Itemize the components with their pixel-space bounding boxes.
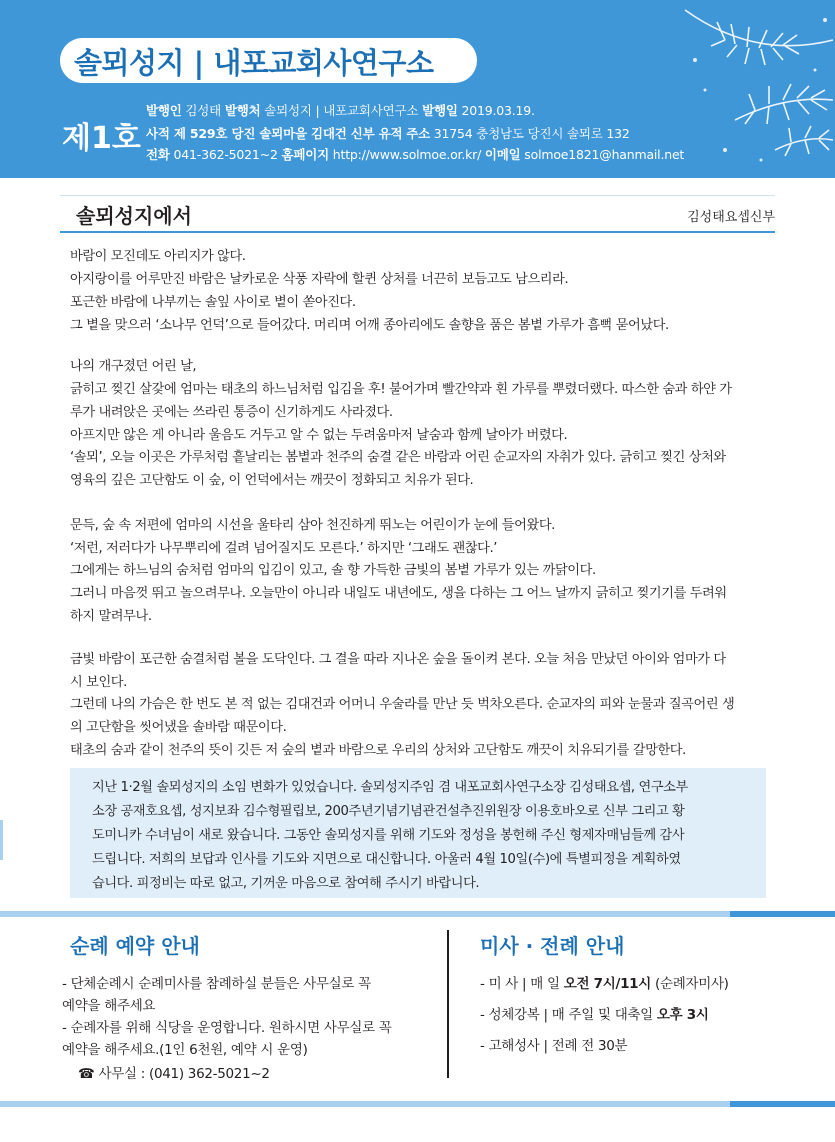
mass-title: 미사 · 전례 안내 — [480, 934, 625, 958]
paragraph-line: 문득, 숲 속 저편에 엄마의 시선을 울타리 삼아 천진하게 뛰노는 어린이가 눈에 들어왔다. — [70, 518, 555, 533]
article-title: 솔뫼성지에서 — [76, 204, 192, 228]
paragraph-line: 긁히고 찢긴 살갗에 엄마는 태초의 하느님처럼 입김을 후! 불어가며 빨간약과 흰 가루를 뿌렸더랬다. 따스한 숨과 하얀 가 — [70, 382, 732, 397]
meta-value: 솔뫼성지 | 내포교회사연구소 — [260, 103, 423, 118]
paragraph-line: 그러니 마음껏 뛰고 놀으려무나. 오늘만이 아니라 내일도 내년에도, 생을 다하는 그 어느 날까지 긁히고 찢기기를 두려워 — [70, 586, 727, 601]
divider-stripe — [730, 1101, 835, 1107]
paragraph-line: 그런데 나의 가슴은 한 번도 본 적 없는 김대건과 어머니 우술라를 만난 듯 벅차오른다. 순교자의 피와 눈물과 질곡어린 생 — [70, 697, 735, 712]
paragraph-line: 나의 개구졌던 어린 날, — [70, 359, 197, 374]
mass-row — [480, 1034, 627, 1054]
paragraph-line: 시 보인다. — [70, 675, 127, 690]
mass-note: (순례자미사) — [651, 976, 729, 992]
meta-value: 31754 충청남도 당진시 솔뫼로 132 — [429, 126, 630, 141]
notice-line: 도미니카 수녀님이 새로 왔습니다. 그동안 솔뫼성지를 위해 기도와 정성을 봉헌해 주신 형제자매님들께 감사 — [92, 828, 685, 843]
notice-line: 소장 공재호요셉, 성지보좌 김수형필립보, 200주년기념기념관건설추진위원장 이용호바오로 신부 그리고 황 — [92, 804, 685, 819]
meta-label: 사적 제 529호 당진 솔뫼마을 김대건 신부 유적 — [146, 126, 403, 141]
homepage-link[interactable]: http://www.solmoe.or.kr/ — [329, 147, 485, 162]
paragraph-line: 그에게는 하느님의 숨처럼 엄마의 입김이 있고, 솔 향 가득한 금빛의 봄볕 가루가 있는 까닭이다. — [70, 563, 596, 578]
paragraph-line: ‘솔뫼’, 오늘 이곳은 가루처럼 흩날리는 봄볕과 천주의 숨결 같은 바람과 어린 순교자의 자취가 있다. 긁히고 찢긴 상처와 — [70, 450, 726, 465]
paragraph-line: 바람이 모진데도 아리지가 않다. — [70, 249, 246, 264]
meta-label: 발행인 — [146, 103, 182, 118]
mass-time: 오전 7시/11시 — [563, 976, 652, 992]
mass-row — [480, 1003, 709, 1023]
notice-line: 드립니다. 저희의 보답과 인사를 기도와 지면으로 대신합니다. 아울러 4월 10일(수)에 특별피정을 계획하였 — [92, 852, 681, 867]
office-phone — [78, 1062, 270, 1082]
paragraph-line: ‘저런, 저러다가 나무뿌리에 걸려 넘어질지도 모른다.’ 하지만 ‘그래도 괜찮다.’ — [70, 541, 498, 556]
divider — [60, 195, 775, 196]
meta-label: 이메일 — [484, 147, 521, 162]
paragraph-line: 금빛 바람이 포근한 숨결처럼 볼을 도닥인다. 그 결을 따라 지나온 숲을 돌이켜 본다. 오늘 처음 만났던 아이와 엄마가 다 — [70, 652, 726, 667]
divider-stripe — [0, 911, 730, 917]
meta-line-publisher — [146, 101, 535, 119]
mass-label: - 미 사 | 매 일 — [480, 976, 564, 992]
meta-label: 전화 — [146, 147, 170, 162]
issue-number: 제1호 — [62, 121, 141, 156]
notice-line: 습니다. 피정비는 따로 없고, 기꺼운 마음으로 참여해 주시기 바랍니다. — [92, 876, 480, 891]
pine-branch-illustration — [665, 0, 835, 178]
article-author: 김성태요셉신부 — [687, 210, 775, 225]
email-link[interactable]: solmoe1821@hanmail.net — [520, 147, 685, 162]
meta-value: 김성태 — [181, 103, 225, 118]
pilgrimage-line: 예약을 해주세요 — [62, 998, 156, 1014]
mass-label: - 고해성사 | 전례 전 30분 — [480, 1038, 628, 1054]
pilgrimage-line: - 단체순례시 순례미사를 참례하실 분들은 사무실로 꼭 — [62, 976, 371, 992]
divider-stripe — [0, 1101, 730, 1107]
paragraph-line: 영육의 깊은 고단함도 이 숲, 이 언덕에서는 깨끗이 정화되고 치유가 된다. — [70, 473, 474, 488]
paragraph-line: 의 고단함을 씻어냈을 솔바람 때문이다. — [70, 720, 287, 735]
mass-row — [480, 972, 729, 992]
phone-icon: ☎ — [78, 1066, 95, 1082]
paragraph-line: 포근한 바람에 나부끼는 솔잎 사이로 볕이 쏟아진다. — [70, 295, 356, 310]
meta-line-address — [146, 124, 630, 142]
paragraph-line: 루가 내려앉은 곳에는 쓰라린 통증이 신기하게도 사라졌다. — [70, 405, 393, 420]
paragraph-line: 태초의 숨과 같이 천주의 뜻이 깃든 저 숲의 볕과 바람으로 우리의 상처와 고단함도 깨끗이 치유되기를 갈망한다. — [70, 743, 686, 758]
meta-label: 주소 — [406, 126, 430, 141]
divider-stripe — [730, 911, 835, 917]
phone-number: 사무실 : (041) 362-5021~2 — [98, 1066, 270, 1082]
meta-label: 홈페이지 — [281, 147, 330, 162]
pilgrimage-line: 예약을 해주세요.(1인 6천원, 예약 시 운영) — [62, 1042, 308, 1058]
paragraph-line: 아프지만 않은 게 아니라 울음도 거두고 알 수 없는 두려움마저 날숨과 함께 날아가 버렸다. — [70, 428, 568, 443]
meta-label: 발행처 — [224, 103, 261, 118]
meta-line-contact — [146, 145, 684, 163]
notice-line: 지난 1·2월 솔뫼성지의 소임 변화가 있었습니다. 솔뫼성지주임 겸 내포교회사연구소장 김성태요셉, 연구소부 — [92, 780, 688, 795]
pilgrimage-line: - 순례자를 위해 식당을 운영합니다. 원하시면 사무실로 꼭 — [62, 1020, 392, 1036]
divider — [60, 231, 775, 233]
meta-label: 발행일 — [422, 103, 458, 118]
paragraph-line: 아지랑이를 어루만진 바람은 날카로운 삭풍 자락에 할퀸 상처를 너끈히 보듬고도 남으리라. — [70, 272, 569, 287]
column-divider — [447, 930, 449, 1078]
meta-value: 041-362-5021~2 — [169, 147, 282, 162]
paragraph-line: 하지 말려무나. — [70, 609, 152, 624]
paragraph-line: 그 볕을 맞으러 ‘소나무 언덕’으로 들어갔다. 머리며 어깨 종아리에도 솔향을 품은 봄볕 가루가 흠뻑 묻어났다. — [70, 318, 669, 333]
mass-label: - 성체강복 | 매 주일 및 대축일 — [480, 1007, 657, 1023]
meta-value: 2019.03.19. — [457, 103, 535, 118]
decorative-bar — [0, 820, 3, 860]
newsletter-title: 솔뫼성지 | 내포교회사연구소 — [74, 46, 434, 80]
pilgrimage-title: 순례 예약 안내 — [70, 934, 200, 958]
mass-time: 오후 3시 — [656, 1007, 709, 1023]
